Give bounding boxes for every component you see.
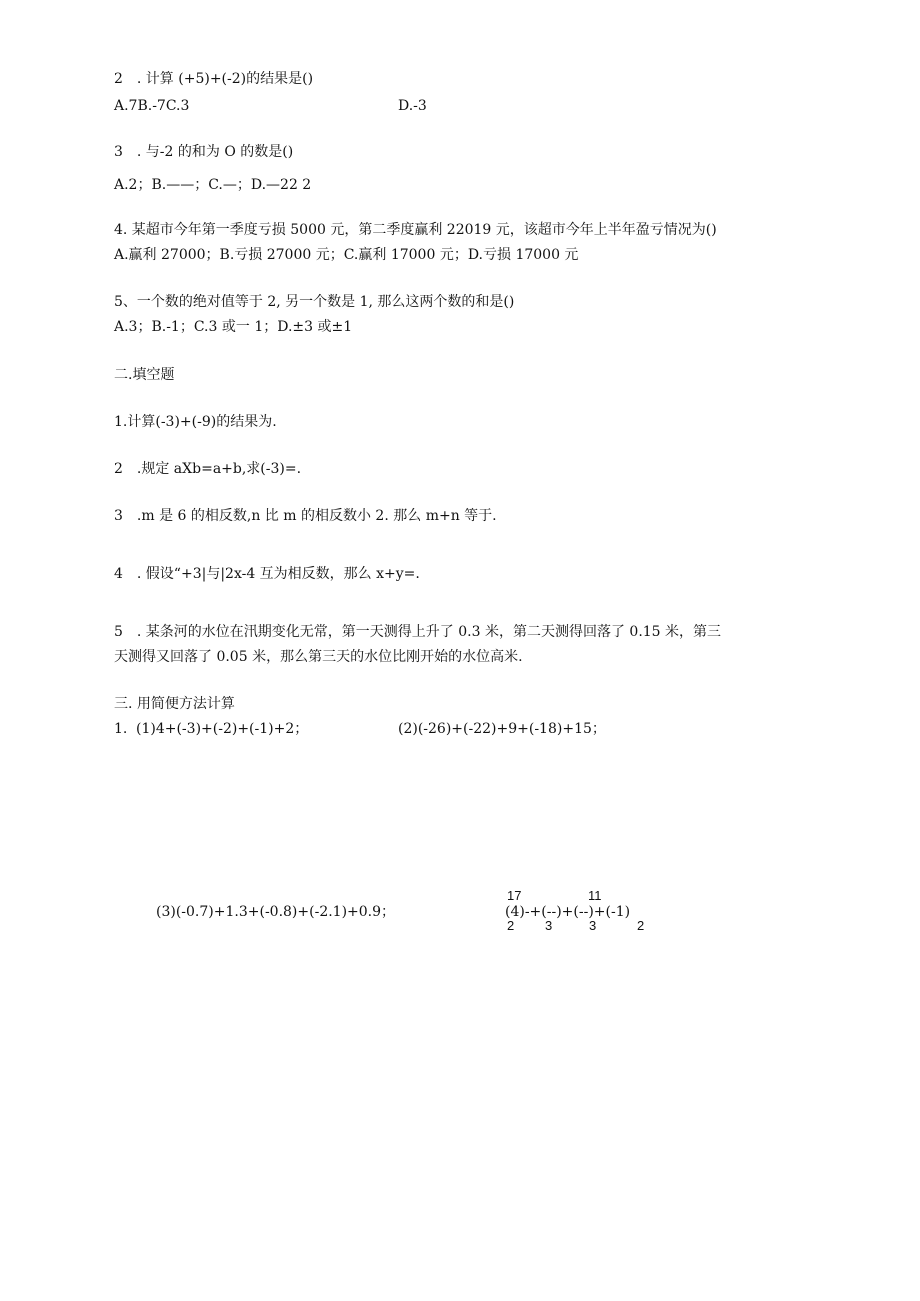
fill-q5-line1: 5 . 某条河的水位在汛期变化无常，第一天测得上升了 0.3 米，第二天测得回落了 0.15 米，第三 xyxy=(114,624,722,640)
fill-q3: 3 .m 是 6 的相反数,n 比 m 的相反数小 2. 那么 m+n 等于. xyxy=(114,508,497,524)
mc-q3-stem: 3 . 与-2 的和为 O 的数是() xyxy=(114,144,294,160)
calc-item-number: 1. xyxy=(114,721,128,737)
calc-problem-4-numerator-b: 11 xyxy=(588,888,602,903)
calc-problem-4-denominator-b: 3 xyxy=(545,918,553,933)
calc-problem-4-main: (4)-+(--)+(--)+(-1) xyxy=(505,904,631,920)
calc-problem-3: (3)(-0.7)+1.3+(-0.8)+(-2.1)+0.9； xyxy=(156,904,396,920)
fill-q4: 4 . 假设“+3|与|2x-4 互为相反数，那么 x+y=. xyxy=(114,566,420,582)
fill-heading: 二.填空题 xyxy=(114,367,175,383)
mc-q4-options: A.赢利 27000；B.亏损 27000 元；C.赢利 17000 元；D.亏损 17000 元 xyxy=(114,247,579,263)
mc-q5-stem: 5、一个数的绝对值等于 2, 另一个数是 1, 那么这两个数的和是() xyxy=(114,294,515,310)
calc-problem-4-denominator-d: 2 xyxy=(637,918,645,933)
mc-q2-options-abc: A.7B.-7C.3 xyxy=(114,98,190,114)
mc-q5-options: A.3；B.-1；C.3 或一 1；D.±3 或±1 xyxy=(114,319,353,335)
mc-q4-stem: 4. 某超市今年第一季度亏损 5000 元，第二季度赢利 22019 元，该超市今年上半年盈亏情况为() xyxy=(114,222,717,238)
fill-q2: 2 .规定 aXb=a+b,求(-3)=. xyxy=(114,461,302,477)
mc-q3-options: A.2；B.——；C.—；D.—22 2 xyxy=(114,177,312,193)
fill-q5-line2: 天测得又回落了 0.05 米，那么第三天的水位比刚开始的水位高米. xyxy=(114,649,523,665)
mc-q2-stem: 2 . 计算 (+5)+(-2)的结果是() xyxy=(114,71,314,87)
calc-problem-1: (1)4+(-3)+(-2)+(-1)+2； xyxy=(136,721,309,737)
mc-q2-option-d: D.-3 xyxy=(398,98,427,114)
calc-problem-4-numerator-a: 17 xyxy=(507,888,522,903)
calc-problem-2: (2)(-26)+(-22)+9+(-18)+15； xyxy=(398,721,606,737)
calc-problem-4-denominator-a: 2 xyxy=(507,918,515,933)
calc-problem-4-denominator-c: 3 xyxy=(589,918,597,933)
calc-heading: 三. 用简便方法计算 xyxy=(114,696,235,712)
fill-q1: 1.计算(-3)+(-9)的结果为. xyxy=(114,414,277,430)
